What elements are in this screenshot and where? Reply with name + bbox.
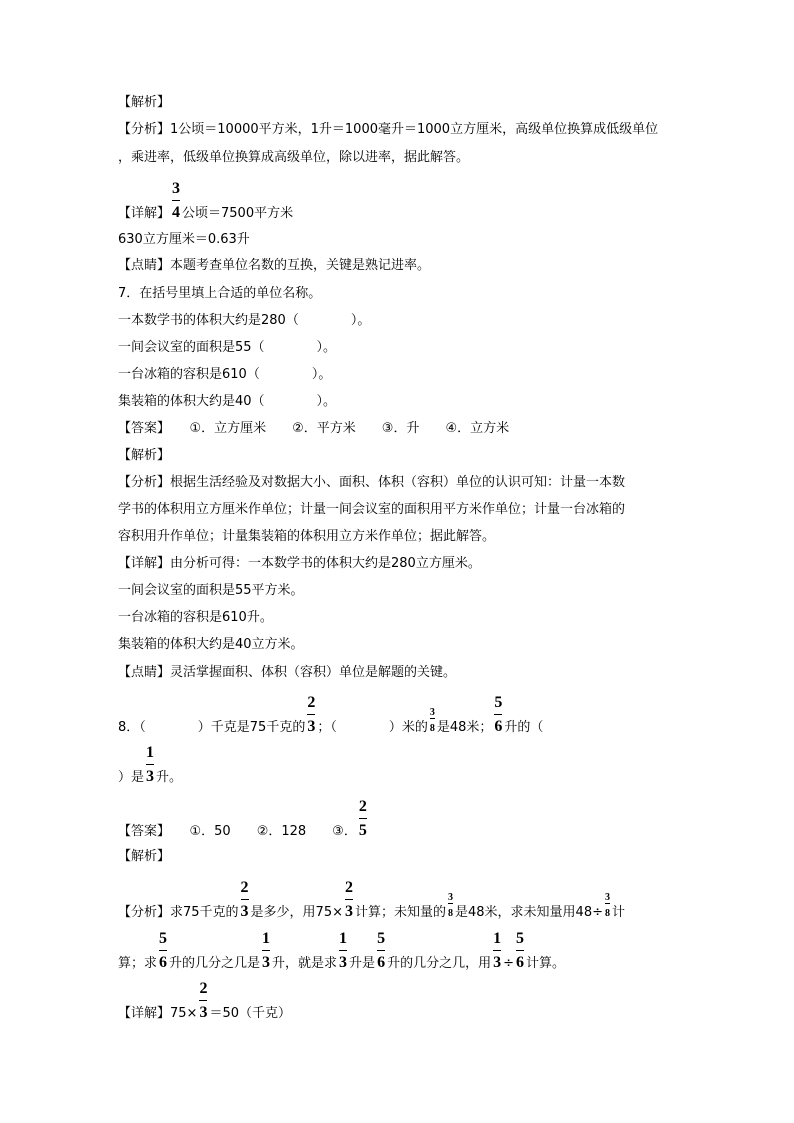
text-segment: ＝50（千克） (209, 1006, 291, 1021)
text-segment: 7．在括号里填上合适的单位名称。 (118, 286, 322, 301)
text-segment: 一台冰箱的容积是610升。 (118, 610, 273, 625)
text-segment: 集装箱的体积大约是40（ ）。 (118, 394, 337, 409)
text-segment: 是多少，用75× (250, 905, 343, 920)
text-line (118, 849, 170, 865)
text-line (118, 744, 183, 786)
text-segment: 是48米； (436, 720, 493, 735)
fraction-denominator: 6 (494, 718, 503, 735)
text-segment: ）是 (118, 770, 145, 785)
text-line (118, 665, 456, 681)
text-segment: 计算；未知量的 (354, 905, 446, 920)
text-line (118, 367, 331, 383)
fraction-bar (377, 950, 385, 951)
text-segment: 一间会议室的面积是55（ ）。 (118, 340, 337, 355)
fraction-denominator: 8 (448, 908, 453, 919)
fraction (429, 707, 436, 737)
text-segment: 升，就是求 (272, 956, 338, 971)
text-line (118, 930, 565, 972)
fraction (358, 798, 368, 839)
text-line (118, 313, 370, 329)
fraction-denominator: 3 (240, 903, 249, 920)
text-segment: 630立方厘米＝0.63升 (118, 232, 250, 247)
fraction-bar (262, 950, 270, 951)
fraction-numerator: 5 (159, 930, 168, 947)
fraction-denominator: 6 (377, 954, 386, 971)
text-line (118, 180, 294, 222)
fraction-denominator: 3 (262, 954, 271, 971)
fraction (376, 930, 386, 971)
text-segment: 【答案】 ①．立方厘米 ②．平方米 ③．升 ④．立方米 (118, 421, 510, 436)
text-line (118, 95, 170, 111)
fraction (604, 892, 611, 922)
text-segment: 8．（ ）千克是75千克的 (118, 720, 306, 735)
fraction-bar (359, 818, 367, 819)
fraction (171, 180, 181, 221)
fraction (492, 930, 502, 971)
text-segment: 一本数学书的体积大约是280（ ）。 (118, 313, 371, 328)
text-segment: 升。 (156, 770, 183, 785)
fraction-bar (159, 950, 167, 951)
fraction-bar (448, 903, 453, 904)
text-segment: 【解析】 (118, 849, 171, 864)
fraction (447, 892, 454, 922)
text-segment: 【解析】 (118, 95, 171, 110)
fraction-numerator: 3 (604, 892, 610, 903)
fraction-denominator: 8 (429, 723, 435, 734)
fraction-numerator: 1 (493, 930, 502, 947)
text-segment: 算；求 (118, 956, 158, 971)
fraction-numerator: 5 (494, 694, 503, 711)
fraction (145, 744, 155, 785)
fraction-denominator: 5 (358, 822, 367, 839)
text-line (118, 150, 469, 166)
fraction-denominator: 8 (604, 908, 610, 919)
fraction-numerator: 2 (344, 879, 353, 896)
fraction-denominator: 3 (199, 1004, 208, 1021)
fraction (261, 930, 271, 971)
text-line (118, 694, 544, 737)
text-line (118, 583, 304, 599)
fraction-bar (307, 714, 315, 715)
text-segment: 【点睛】本题考查单位名数的互换，关键是熟记进率。 (118, 258, 431, 273)
fraction (240, 879, 250, 920)
text-segment: 计 (611, 905, 625, 920)
fraction (493, 694, 503, 735)
fraction (198, 980, 208, 1021)
text-line (118, 879, 625, 922)
fraction (306, 694, 316, 735)
text-segment: 集装箱的体积大约是40立方米。 (118, 637, 304, 652)
text-line (118, 637, 304, 653)
fraction-bar (339, 950, 347, 951)
fraction-numerator: 3 (429, 707, 435, 718)
fraction-denominator: 3 (307, 718, 316, 735)
fraction-numerator: 1 (339, 930, 348, 947)
fraction-bar (241, 899, 249, 900)
text-line (118, 798, 369, 840)
text-segment: 公顷＝7500平方米 (182, 206, 294, 221)
fraction-numerator: 2 (199, 980, 208, 997)
fraction-numerator: 1 (262, 930, 271, 947)
fraction (515, 930, 525, 971)
fraction (158, 930, 168, 971)
text-line (118, 122, 658, 138)
text-line (118, 394, 336, 410)
fraction-bar (494, 714, 502, 715)
fraction-denominator: 6 (515, 954, 524, 971)
text-line (118, 502, 625, 518)
fraction-numerator: 2 (358, 798, 367, 815)
text-segment: ；（ ）米的 (317, 720, 428, 735)
text-segment: 【解析】 (118, 448, 171, 463)
text-line (118, 529, 495, 545)
text-segment: 一台冰箱的容积是610（ ）。 (118, 367, 332, 382)
fraction-numerator: 5 (515, 930, 524, 947)
fraction-bar (605, 903, 610, 904)
fraction-numerator: 3 (172, 180, 181, 197)
text-segment: 计算。 (525, 956, 565, 971)
text-line (118, 475, 625, 491)
text-line (118, 286, 321, 302)
fraction-denominator: 3 (493, 954, 502, 971)
fraction-bar (430, 718, 435, 719)
fraction-denominator: 3 (344, 903, 353, 920)
fraction-denominator: 4 (172, 204, 181, 221)
text-segment: 是48米，求未知量用48÷ (455, 905, 603, 920)
text-segment: 一间会议室的面积是55平方米。 (118, 583, 304, 598)
text-line (118, 448, 170, 464)
text-segment: 学书的体积用立方厘米作单位；计量一间会议室的面积用平方米作单位；计量一台冰箱的 (118, 502, 626, 517)
text-segment: 【分析】1公顷＝10000平方米，1升＝1000毫升＝1000立方厘米，高级单位换算成低级单位 (118, 122, 659, 137)
fraction (344, 879, 354, 920)
text-line (118, 610, 273, 626)
text-segment: 【分析】根据生活经验及对数据大小、面积、体积（容积）单位的认识可知：计量一本数 (118, 475, 626, 490)
text-segment: 【详解】由分析可得：一本数学书的体积大约是280立方厘米。 (118, 556, 481, 571)
fraction-numerator: 5 (377, 930, 386, 947)
fraction-bar (199, 1000, 207, 1001)
text-segment: 【分析】求75千克的 (118, 905, 239, 920)
text-line (118, 421, 509, 437)
text-segment: 升是 (349, 956, 376, 971)
fraction-denominator: 6 (159, 954, 168, 971)
fraction-bar (172, 200, 180, 201)
fraction-numerator: 1 (146, 744, 155, 761)
text-segment: 升的几分之几是 (169, 956, 261, 971)
text-segment: ÷ (503, 956, 514, 971)
text-segment: 升的几分之几，用 (387, 956, 492, 971)
fraction-numerator: 2 (307, 694, 316, 711)
fraction-denominator: 3 (146, 768, 155, 785)
fraction-bar (493, 950, 501, 951)
text-segment: ，乘进率，低级单位换算成高级单位，除以进率，据此解答。 (118, 150, 470, 165)
fraction-bar (345, 899, 353, 900)
text-segment: 容积用升作单位；计量集装箱的体积用立方米作单位；据此解答。 (118, 529, 496, 544)
text-line (118, 556, 481, 572)
fraction-numerator: 3 (448, 892, 453, 903)
fraction-denominator: 3 (339, 954, 348, 971)
text-segment: 【详解】 (118, 206, 171, 221)
text-line (118, 980, 291, 1022)
fraction (338, 930, 348, 971)
text-line (118, 232, 250, 248)
fraction-bar (146, 764, 154, 765)
text-line (118, 340, 336, 356)
text-segment: 【答案】 ①．50 ②．128 ③． (118, 824, 357, 839)
fraction-bar (516, 950, 524, 951)
fraction-numerator: 2 (240, 879, 249, 896)
text-segment: 【详解】75× (118, 1006, 198, 1021)
text-segment: 【点睛】灵活掌握面积、体积（容积）单位是解题的关键。 (118, 665, 457, 680)
text-segment: 升的（ (504, 720, 544, 735)
text-line (118, 258, 430, 274)
